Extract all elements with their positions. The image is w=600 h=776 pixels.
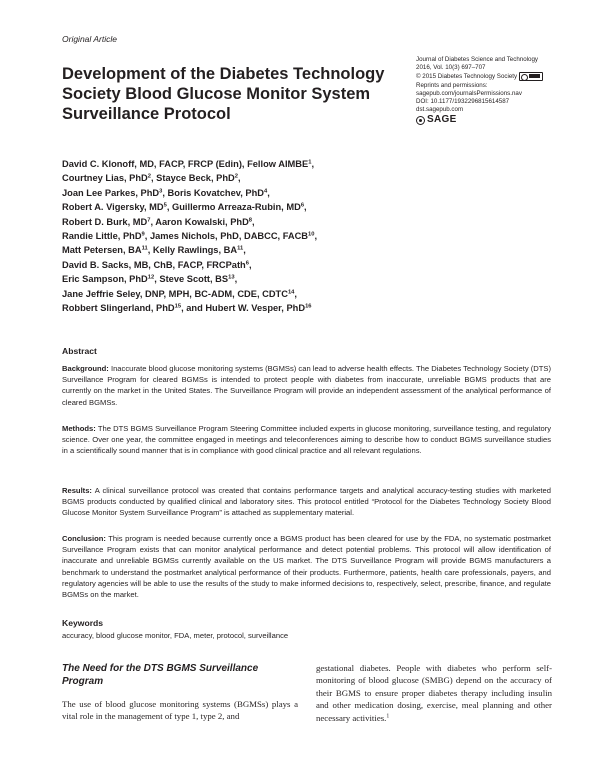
author-line (62, 171, 522, 185)
author-name: , (311, 159, 315, 169)
affiliation-marker: 3 (159, 188, 163, 195)
affiliation-marker: 11 (141, 245, 148, 252)
affiliation-marker: 6 (245, 260, 249, 267)
affiliation-marker: 4 (264, 188, 268, 195)
affiliation-marker: 16 (305, 303, 312, 310)
results-text: A clinical surveillance protocol was created that contains performance targets and analytical accuracy-testing studies with marketed BGMS products conducted by qualified clinical and laboratory sites. This protocol entitled “Protocol for the Diabetes Technology Society Blood Glucose Monitor System Surveillance Program” is attached as supplementary material. (62, 486, 551, 518)
journal-info (416, 56, 566, 125)
author-name: David C. Klonoff, MD, FACP, FRCP (Edin), Fellow AIMBE (62, 159, 309, 169)
author-name: , James Nichols, PhD, DABCC, FACB (144, 231, 309, 242)
permissions-link[interactable]: sagepub.com/journalsPermissions.nav (416, 89, 522, 97)
author-name: Matt Petersen, BA (62, 245, 142, 256)
conclusion-text: This program is needed because currently once a BGMS product has been cleared for use by the FDA, no systematic postmarket Surveillance Program exists that can monitor analytical performance and detect potential problems. This protocol will allow identification of inaccurate and unreliable BGMSs currently available on the US market. The DTS Surveillance Program will provide BGMS manufacturers a benchmark to understand the postmarket analytical performance of their products. Furthermore, patients, health care professionals, payers, and regulatory agencies will be able to use the results of the study to make informed decisions to, respectively, select, prescribe, finance, and regulate BGMSs on the market. (62, 534, 551, 600)
author-line (62, 301, 522, 315)
author-name: , (304, 202, 307, 213)
author-list (62, 157, 522, 315)
abstract-results (62, 485, 551, 519)
author-name: Joan Lee Parkes, PhD (62, 187, 160, 198)
affiliation-marker: 10 (308, 231, 315, 238)
author-name: , (252, 216, 255, 227)
author-name: , Aaron Kowalski, PhD (150, 216, 249, 227)
cc-license-icon[interactable] (519, 72, 543, 81)
author-name: , Guillermo Arreaza-Rubin, MD (166, 202, 301, 213)
author-name: Courtney Lias, PhD (62, 173, 148, 184)
affiliation-marker: 13 (228, 274, 235, 281)
section-heading: The Need for the DTS BGMS Surveillance Program (62, 663, 259, 687)
author-line (62, 215, 522, 229)
author-name: Robbert Slingerland, PhD (62, 303, 175, 314)
author-line (62, 287, 522, 301)
author-name: , (243, 245, 246, 256)
sage-logo-icon (416, 116, 425, 125)
abstract-heading: Abstract (62, 346, 97, 356)
article-type: Original Article (62, 34, 117, 44)
author-line (62, 200, 522, 214)
author-name: , (267, 187, 270, 198)
methods-label: Methods: (62, 424, 96, 433)
sage-logo (416, 113, 566, 125)
author-line (62, 229, 522, 243)
affiliation-marker: 14 (287, 289, 295, 296)
affiliation-marker: 7 (147, 217, 151, 224)
affiliation-marker: 12 (147, 274, 155, 281)
affiliation-marker: 1 (308, 159, 312, 166)
body-column-right (316, 662, 552, 724)
affiliation-marker: 11 (237, 245, 244, 252)
affiliation-marker: 2 (147, 173, 151, 180)
author-line (62, 157, 522, 171)
author-line (62, 243, 522, 257)
affiliation-marker: 2 (234, 173, 238, 180)
author-line (62, 272, 522, 286)
journal-name: Journal of Diabetes Science and Technology (416, 56, 538, 63)
author-line (62, 258, 522, 272)
author-name: Robert D. Burk, MD (62, 216, 148, 227)
affiliation-marker: 6 (300, 202, 305, 209)
sage-logo-text: SAGE (427, 113, 457, 125)
author-name: , (314, 231, 318, 242)
journal-url[interactable]: dst.sagepub.com (416, 106, 464, 114)
methods-text: The DTS BGMS Surveillance Program Steering Committee included experts in glucose monitoring, surveillance testing, and regulatory science. Over one year, the committee engaged in meetings and teleconferences aiming to describe how to conduct BGMS surveillance studies in a scientifically sound manner that is in compliance with good clinical practice and all relevant regulations. (62, 424, 551, 456)
background-text: Inaccurate blood glucose monitoring systems (BGMSs) can lead to adverse health effects. The Diabetes Technology Society (DTS) Surveillance Program for cleared BGMSs is intended to protect people with diabetes from inaccurate, unreliable BGMS products that are currently on the market in the United States. The Surveillance Program will provide an independent assessment of the analytical performance of cleared BGMSs. (62, 364, 551, 407)
abstract-conclusion (62, 533, 551, 600)
reprints-label: Reprints and permissions: (416, 81, 488, 89)
author-name: , and Hubert W. Vesper, PhD (181, 303, 306, 314)
page-title: Development of the Diabetes Technology Society Blood Glucose Monitor System Surveillance Protocol (62, 65, 385, 123)
affiliation-marker: 9 (141, 231, 145, 238)
author-name: , Boris Kovatchev, PhD (162, 187, 264, 198)
background-label: Background: (62, 364, 109, 373)
abstract-methods (62, 423, 551, 457)
author-name: Randie Little, PhD (62, 231, 142, 242)
author-name: , Stayce Beck, PhD (151, 173, 235, 184)
affiliation-marker: 15 (174, 303, 182, 310)
doi[interactable]: DOI: 10.1177/1932296815614587 (416, 98, 510, 106)
affiliation-marker: 8 (248, 217, 253, 224)
author-name: David B. Sacks, MB, ChB, FACP, FRCPath (62, 259, 246, 270)
author-name: Eric Sampson, PhD (62, 274, 148, 285)
conclusion-label: Conclusion: (62, 534, 106, 543)
journal-volume: 2016, Vol. 10(3) 697–707 (416, 64, 486, 72)
author-name: , (294, 288, 297, 299)
body-column-left: The use of blood glucose monitoring systems (BGMSs) plays a vital role in the management of type 1, type 2, and (62, 699, 298, 722)
keywords-list: accuracy, blood glucose monitor, FDA, meter, protocol, surveillance (62, 631, 289, 640)
keywords-heading: Keywords (62, 618, 104, 628)
author-name: , Steve Scott, BS (154, 274, 229, 285)
abstract-background (62, 363, 551, 408)
author-name: , (234, 274, 238, 285)
author-name: Jane Jeffrie Seley, DNP, MPH, BC-ADM, CDE, CDTC (62, 288, 288, 299)
author-name: , (248, 259, 252, 270)
author-name: , (237, 173, 241, 184)
copyright-text: © 2015 Diabetes Technology Society (416, 73, 518, 81)
body-column-right-text: gestational diabetes. People with diabetes who perform self-monitoring of blood glucose (SMBG) depend on the accuracy of their BGMS to ensure proper diabetes therapy including insulin and other medication dosing, exercise, meal planning and other necessary activities. (316, 663, 552, 723)
citation-ref[interactable]: 1 (386, 713, 390, 720)
author-line (62, 186, 522, 200)
author-name: , Kelly Rawlings, BA (147, 245, 238, 256)
affiliation-marker: 5 (163, 202, 167, 209)
copyright-line (416, 72, 566, 81)
results-label: Results: (62, 486, 92, 495)
author-name: Robert A. Vigersky, MD (62, 202, 164, 213)
